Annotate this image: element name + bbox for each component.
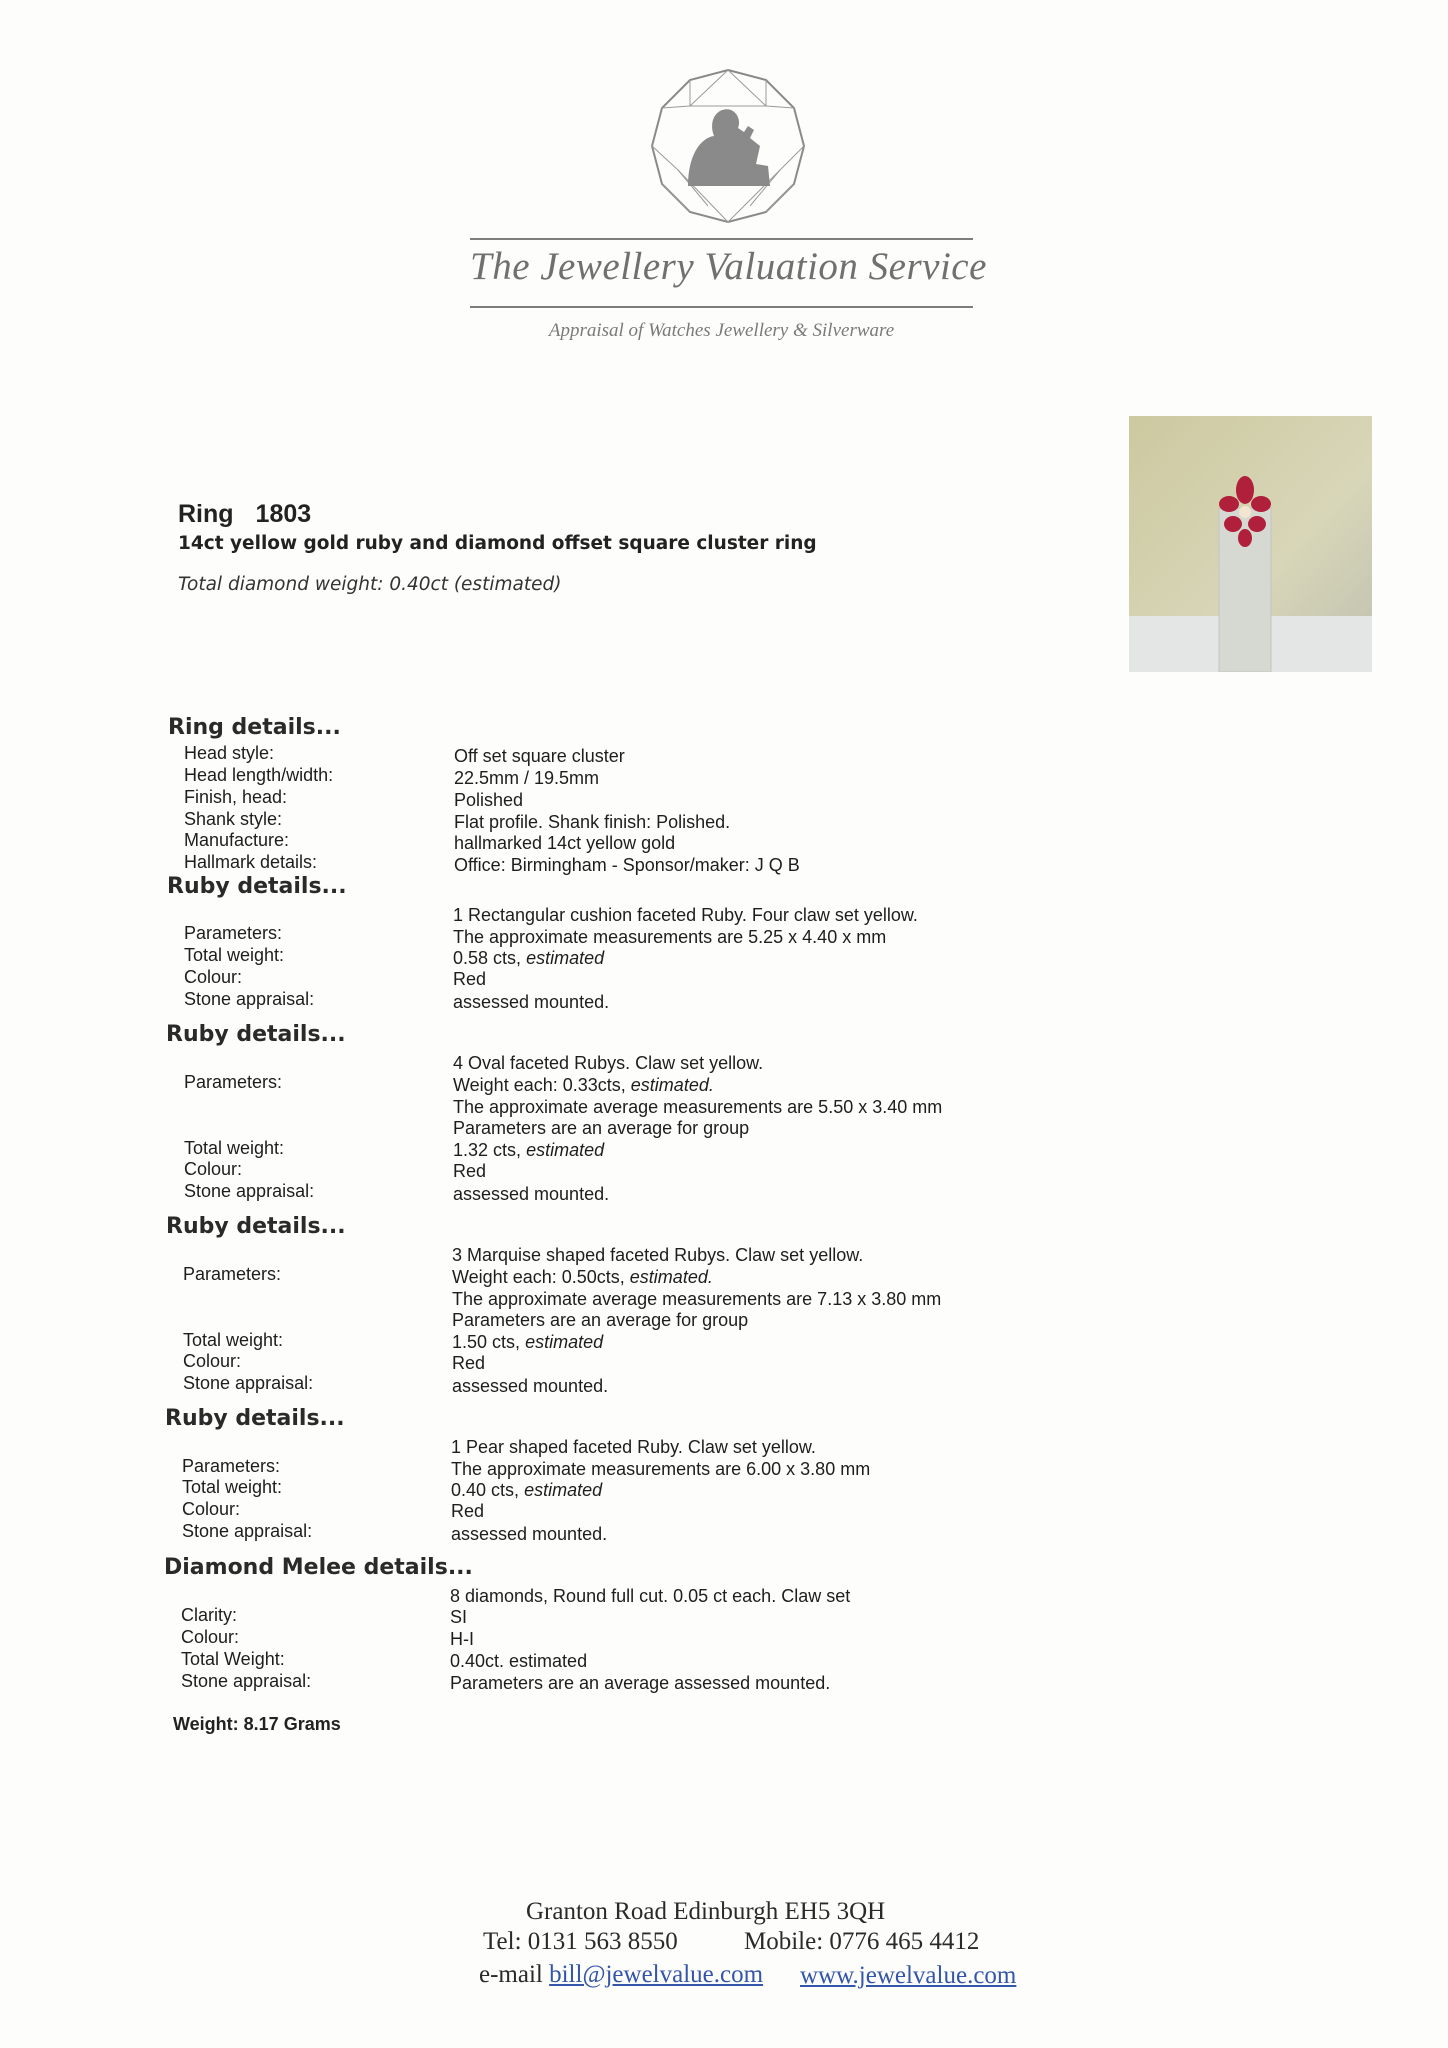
total-diamond-weight: Total diamond weight: 0.40ct (estimated): [178, 574, 562, 595]
ruby-weight-each: Weight each: 0.33cts, estimated.: [453, 1075, 714, 1095]
service-name: The Jewellery Valuation Service: [470, 245, 987, 288]
ruby-weight-value: 1.50 cts, estimated: [452, 1332, 604, 1352]
item-weight: Weight: 8.17 Grams: [173, 1714, 341, 1734]
ruby-details-heading: Ruby details...: [165, 1406, 345, 1431]
footer-website: [800, 1962, 1016, 1990]
ruby-appraisal-value: assessed mounted.: [451, 1524, 608, 1544]
ruby-weight-value: 1.32 cts, estimated: [453, 1140, 605, 1160]
ring-detail-value: 22.5mm / 19.5mm: [454, 768, 600, 788]
ruby-description: 3 Marquise shaped faceted Rubys. Claw set yellow.: [452, 1245, 864, 1265]
footer-address: Granton Road Edinburgh EH5 3QH: [526, 1898, 886, 1925]
ruby-parameters-label: Parameters:: [184, 1072, 283, 1092]
diamond-description: 8 diamonds, Round full cut. 0.05 ct each. Claw set: [450, 1586, 851, 1606]
ring-detail-label: Hallmark details:: [184, 852, 318, 872]
ring-detail-label: Shank style:: [184, 809, 283, 829]
ruby-details-heading: Ruby details...: [166, 1214, 346, 1239]
diamond-colour-label: Colour:: [181, 1627, 240, 1647]
ruby-weight-label: Total weight:: [184, 945, 285, 965]
ring-details-heading: Ring details...: [168, 715, 341, 740]
ring-detail-label: Manufacture:: [184, 830, 290, 850]
footer-email-link[interactable]: bill@jewelvalue.com: [549, 1961, 764, 1988]
ruby-weight-label: Total weight:: [183, 1330, 284, 1350]
header-rule-bottom: [470, 306, 973, 308]
jeweller-logo-icon: [648, 66, 808, 226]
ruby-colour-value: Red: [453, 969, 487, 989]
ruby-description: 1 Rectangular cushion faceted Ruby. Four claw set yellow.: [453, 905, 918, 925]
ring-detail-value: hallmarked 14ct yellow gold: [454, 833, 676, 853]
service-tagline: Appraisal of Watches Jewellery & Silverware: [548, 320, 895, 341]
footer-mobile: Mobile: 0776 465 4412: [744, 1928, 980, 1955]
ring-detail-label: Finish, head:: [184, 787, 288, 807]
ruby-measurements: The approximate average measurements are 7.13 x 3.80 mm: [452, 1289, 942, 1309]
ruby-appraisal-value: assessed mounted.: [452, 1376, 609, 1396]
ruby-colour-label: Colour:: [182, 1499, 241, 1519]
ruby-weight-label: Total weight:: [182, 1477, 283, 1497]
ruby-appraisal-label: Stone appraisal:: [184, 1181, 315, 1201]
ruby-measurements: The approximate average measurements are 5.50 x 3.40 mm: [453, 1097, 943, 1117]
ring-detail-label: Head style:: [184, 743, 275, 763]
ring-detail-value: Polished: [454, 790, 524, 810]
ring-detail-value: Flat profile. Shank finish: Polished.: [454, 812, 731, 832]
ruby-colour-label: Colour:: [184, 967, 243, 987]
diamond-clarity-label: Clarity:: [181, 1605, 238, 1625]
header-rule-top: [470, 238, 973, 240]
ruby-colour-value: Red: [451, 1501, 485, 1521]
footer-tel: Tel: 0131 563 8550: [483, 1928, 678, 1955]
ruby-parameters-label: Parameters:: [183, 1264, 282, 1284]
diamond-weight-value: 0.40ct. estimated: [450, 1651, 588, 1671]
ruby-appraisal-value: assessed mounted.: [453, 992, 610, 1012]
ruby-description: 1 Pear shaped faceted Ruby. Claw set yellow.: [451, 1437, 816, 1457]
ruby-weight-label: Total weight:: [184, 1138, 285, 1158]
ruby-colour-label: Colour:: [183, 1351, 242, 1371]
ruby-parameters-label: Parameters:: [182, 1456, 281, 1476]
ruby-description: 4 Oval faceted Rubys. Claw set yellow.: [453, 1053, 764, 1073]
ruby-weight-value: 0.58 cts, estimated: [453, 948, 605, 968]
diamond-clarity-value: SI: [450, 1607, 468, 1627]
diamond-weight-label: Total Weight:: [181, 1649, 285, 1669]
ruby-weight-value: 0.40 cts, estimated: [451, 1480, 603, 1500]
ruby-colour-label: Colour:: [184, 1159, 243, 1179]
item-number: 1803: [255, 500, 312, 528]
ruby-measurements: The approximate measurements are 5.25 x 4.40 x mm: [453, 927, 887, 947]
diamond-colour-value: H-I: [450, 1629, 474, 1649]
ruby-appraisal-label: Stone appraisal:: [184, 989, 315, 1009]
ruby-appraisal-label: Stone appraisal:: [183, 1373, 314, 1393]
ring-photo: [1129, 416, 1372, 672]
ruby-colour-value: Red: [452, 1353, 486, 1373]
footer-email-label: e-mail: [479, 1961, 543, 1988]
diamond-details-heading: Diamond Melee details...: [164, 1555, 473, 1580]
ruby-measurements: The approximate measurements are 6.00 x 3.80 mm: [451, 1459, 871, 1479]
ring-detail-label: Head length/width:: [184, 765, 334, 785]
ruby-details-heading: Ruby details...: [167, 874, 347, 899]
ruby-group-note: Parameters are an average for group: [453, 1118, 750, 1138]
item-title: [178, 500, 311, 529]
diamond-appraisal-value: Parameters are an average assessed mounted.: [450, 1673, 831, 1693]
ruby-weight-each: Weight each: 0.50cts, estimated.: [452, 1267, 713, 1287]
ring-detail-value: Office: Birmingham - Sponsor/maker: J Q B: [454, 855, 800, 875]
ruby-colour-value: Red: [453, 1161, 487, 1181]
footer-email-line: [479, 1961, 763, 1989]
ruby-parameters-label: Parameters:: [184, 923, 283, 943]
footer-website-link[interactable]: www.jewelvalue.com: [800, 1962, 1017, 1989]
ruby-details-heading: Ruby details...: [166, 1022, 346, 1047]
ruby-group-note: Parameters are an average for group: [452, 1310, 749, 1330]
diamond-appraisal-label: Stone appraisal:: [181, 1671, 312, 1691]
item-type: Ring: [178, 500, 234, 528]
ruby-appraisal-label: Stone appraisal:: [182, 1521, 313, 1541]
ruby-appraisal-value: assessed mounted.: [453, 1184, 610, 1204]
item-description: 14ct yellow gold ruby and diamond offset square cluster ring: [178, 533, 817, 554]
ring-detail-value: Off set square cluster: [454, 746, 625, 766]
